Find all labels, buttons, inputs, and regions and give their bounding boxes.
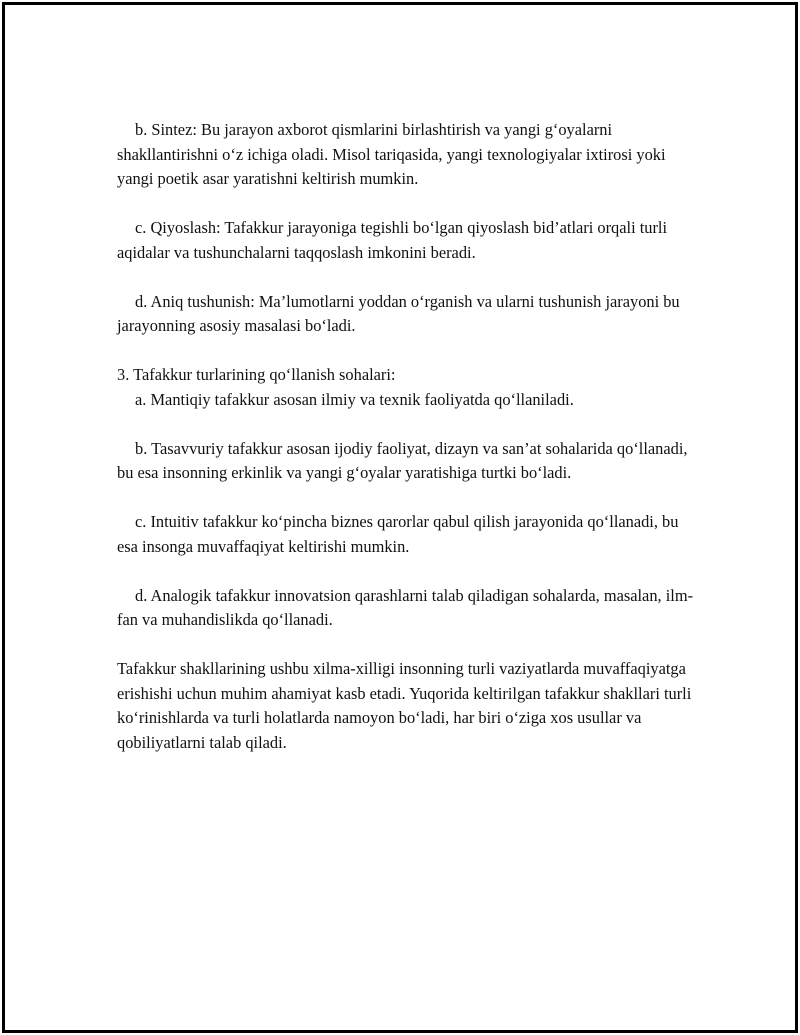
paragraph-spacer bbox=[117, 265, 697, 290]
paragraph-spacer bbox=[117, 412, 697, 437]
section-3-heading: 3. Tafakkur turlarining qo‘llanish sohalari: bbox=[117, 365, 396, 384]
paragraph-spacer bbox=[117, 339, 697, 364]
paragraph-tasavvuriy: b. Tasavvuriy tafakkur asosan ijodiy faoliyat, dizayn va san’at sohalarida qo‘llanadi, bu esa insonning erkinlik va yangi g‘oyalar yaratishiga turtki bo‘ladi. bbox=[117, 438, 688, 482]
paragraph-spacer bbox=[117, 192, 697, 217]
paragraph-mantiqiy: a. Mantiqiy tafakkur asosan ilmiy va texnik faoliyatda qo‘llaniladi. bbox=[135, 389, 574, 409]
paragraph-aniq-tushunish: d. Aniq tushunish: Ma’lumotlarni yoddan o‘rganish va ularni tushunish jarayoni bu jarayonning asosiy masalasi bo‘ladi. bbox=[117, 291, 680, 335]
paragraph-spacer bbox=[117, 633, 697, 658]
paragraph-qiyoslash: c. Qiyoslash: Tafakkur jarayoniga tegishli bo‘lgan qiyoslash bid’atlari orqali turli aqidalar va tushunchalarni taqqoslash imkonini beradi. bbox=[117, 218, 668, 262]
paragraph-sintez: b. Sintez: Bu jarayon axborot qismlarini birlashtirish va yangi g‘oyalarni shakllantirishni o‘z ichiga oladi. Misol tariqasida, yangi texnologiyalar ixtirosi yoki yangi poetik asar yaratishni keltirish mumkin. bbox=[117, 120, 666, 188]
paragraph-spacer bbox=[117, 486, 697, 511]
paragraph-spacer bbox=[117, 559, 697, 584]
document-body bbox=[117, 118, 697, 755]
paragraph-intuitiv: c. Intuitiv tafakkur ko‘pincha biznes qarorlar qabul qilish jarayonida qo‘llanadi, bu esa insonga muvaffaqiyat keltirishi mumkin. bbox=[117, 512, 679, 556]
paragraph-analogik: d. Analogik tafakkur innovatsion qarashlarni talab qiladigan sohalarda, masalan, ilm-fan va muhandislikda qo‘llanadi. bbox=[117, 585, 694, 629]
paragraph-xulosa: Tafakkur shakllarining ushbu xilma-xilligi insonning turli vaziyatlarda muvaffaqiyatga erishishi uchun muhim ahamiyat kasb etadi. Yuqorida keltirilgan tafakkur shakllari turli ko‘rinishlarda va turli holatlarda namoyon bo‘ladi, har biri o‘ziga xos usullar va qobiliyatlarni talab qiladi. bbox=[117, 659, 692, 752]
